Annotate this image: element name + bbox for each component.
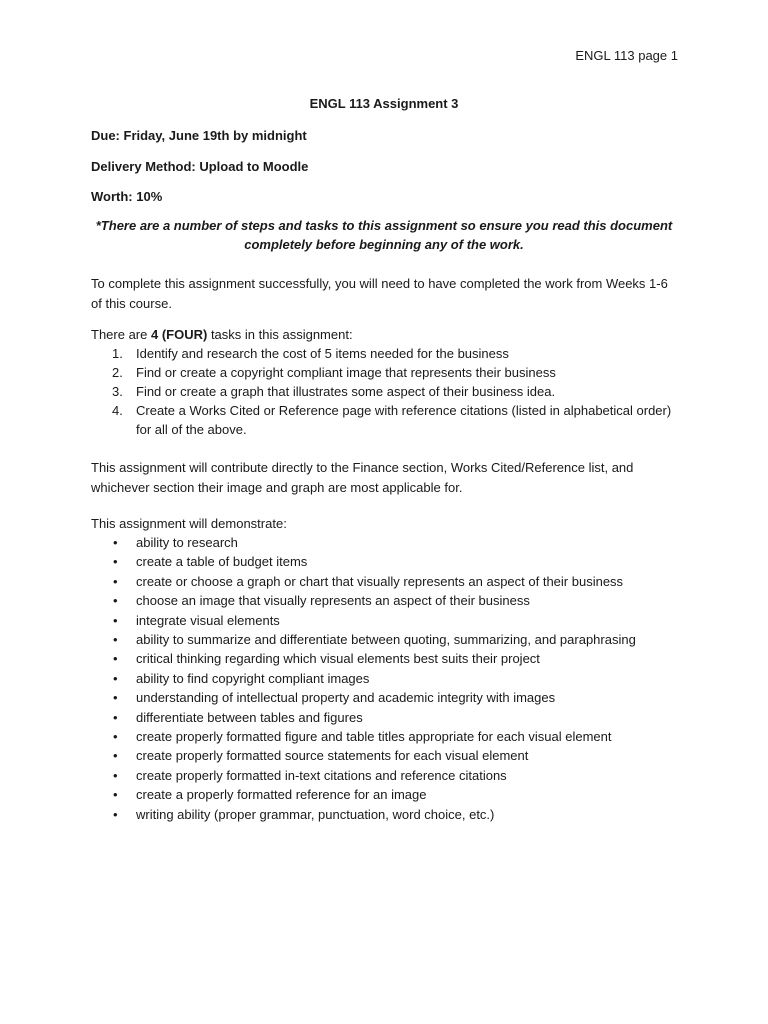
demonstrates-text: create a properly formatted reference for an image xyxy=(136,787,427,803)
bullet-icon: • xyxy=(113,767,118,783)
document-title: ENGL 113 Assignment 3 xyxy=(309,96,459,111)
task-number: 3. xyxy=(112,384,123,399)
demonstrates-text: ability to summarize and differentiate between quoting, summarizing, and paraphrasing xyxy=(136,632,636,648)
demonstrates-text: create properly formatted in-text citations and reference citations xyxy=(136,767,507,783)
demonstrates-text: ability to research xyxy=(136,535,238,550)
demonstrates-item xyxy=(91,630,691,649)
due-date: Due: Friday, June 19th by midnight xyxy=(91,128,307,143)
task-number: 2. xyxy=(112,365,123,380)
demonstrates-text: differentiate between tables and figures xyxy=(136,709,363,725)
demonstrates-item xyxy=(91,785,691,804)
bullet-icon: • xyxy=(113,729,118,745)
demonstrates-text: critical thinking regarding which visual elements best suits their project xyxy=(136,651,540,667)
demonstrates-item xyxy=(91,727,691,746)
demonstrates-item xyxy=(91,708,691,727)
contribution-paragraph: This assignment will contribute directly to the Finance section, Works Cited/Reference list, and whichever section their image and graph are most applicable for. xyxy=(91,460,634,495)
demonstrates-text: integrate visual elements xyxy=(136,612,280,628)
task-text: Create a Works Cited or Reference page with reference citations (listed in alphabetical order) for all of the above. xyxy=(136,403,672,437)
demonstrates-item xyxy=(91,572,691,591)
tasks-intro-before: There are xyxy=(91,327,151,342)
demonstrates-intro: This assignment will demonstrate: xyxy=(91,516,287,531)
worth: Worth: 10% xyxy=(91,189,163,204)
bullet-icon: • xyxy=(113,612,118,628)
demonstrates-text: create properly formatted source statements for each visual element xyxy=(136,748,529,764)
tasks-intro xyxy=(91,325,677,344)
task-item xyxy=(91,401,677,439)
important-notice: *There are a number of steps and tasks to this assignment so ensure you read this document completely before beginning any of the work. xyxy=(95,218,673,252)
demonstrates-text: choose an image that visually represents an aspect of their business xyxy=(136,593,530,609)
bullet-icon: • xyxy=(113,535,118,550)
demonstrates-item xyxy=(91,669,691,688)
bullet-icon: • xyxy=(113,593,118,609)
demonstrates-text: writing ability (proper grammar, punctuation, word choice, etc.) xyxy=(136,806,495,822)
bullet-icon: • xyxy=(113,787,118,803)
bullet-icon: • xyxy=(113,748,118,764)
demonstrates-item xyxy=(91,688,691,707)
demonstrates-item xyxy=(91,766,691,785)
intro-paragraph: To complete this assignment successfully, you will need to have completed the work from Weeks 1-6 of this course. xyxy=(91,276,668,311)
task-item xyxy=(91,363,677,382)
demonstrates-text: create properly formatted figure and table titles appropriate for each visual element xyxy=(136,729,612,745)
task-list xyxy=(91,344,677,439)
bullet-icon: • xyxy=(113,554,118,570)
bullet-icon: • xyxy=(113,709,118,725)
task-text: Find or create a graph that illustrates some aspect of their business idea. xyxy=(136,384,556,399)
demonstrates-item xyxy=(91,591,691,610)
page-header: ENGL 113 page 1 xyxy=(575,48,678,63)
demonstrates-list xyxy=(91,533,691,824)
bullet-icon: • xyxy=(113,651,118,667)
bullet-icon: • xyxy=(113,690,118,706)
demonstrates-text: understanding of intellectual property and academic integrity with images xyxy=(136,690,556,706)
task-number: 4. xyxy=(112,403,123,418)
demonstrates-text: create a table of budget items xyxy=(136,554,308,570)
task-text: Find or create a copyright compliant image that represents their business xyxy=(136,365,556,380)
bullet-icon: • xyxy=(113,632,118,648)
demonstrates-item xyxy=(91,649,691,668)
tasks-intro-after: tasks in this assignment: xyxy=(207,327,353,342)
task-text: Identify and research the cost of 5 items needed for the business xyxy=(136,346,509,361)
demonstrates-item xyxy=(91,611,691,630)
bullet-icon: • xyxy=(113,806,118,822)
demonstrates-item xyxy=(91,533,691,552)
bullet-icon: • xyxy=(113,573,118,589)
bullet-icon: • xyxy=(113,670,118,686)
task-item xyxy=(91,344,677,363)
demonstrates-item xyxy=(91,805,691,824)
tasks-count: 4 (FOUR) xyxy=(150,327,208,342)
demonstrates-item xyxy=(91,552,691,571)
task-number: 1. xyxy=(112,346,123,361)
demonstrates-item xyxy=(91,746,691,765)
task-item xyxy=(91,382,677,401)
delivery-method: Delivery Method: Upload to Moodle xyxy=(91,159,309,174)
demonstrates-text: ability to find copyright compliant images xyxy=(136,670,370,686)
demonstrates-text: create or choose a graph or chart that visually represents an aspect of their business xyxy=(136,573,624,589)
